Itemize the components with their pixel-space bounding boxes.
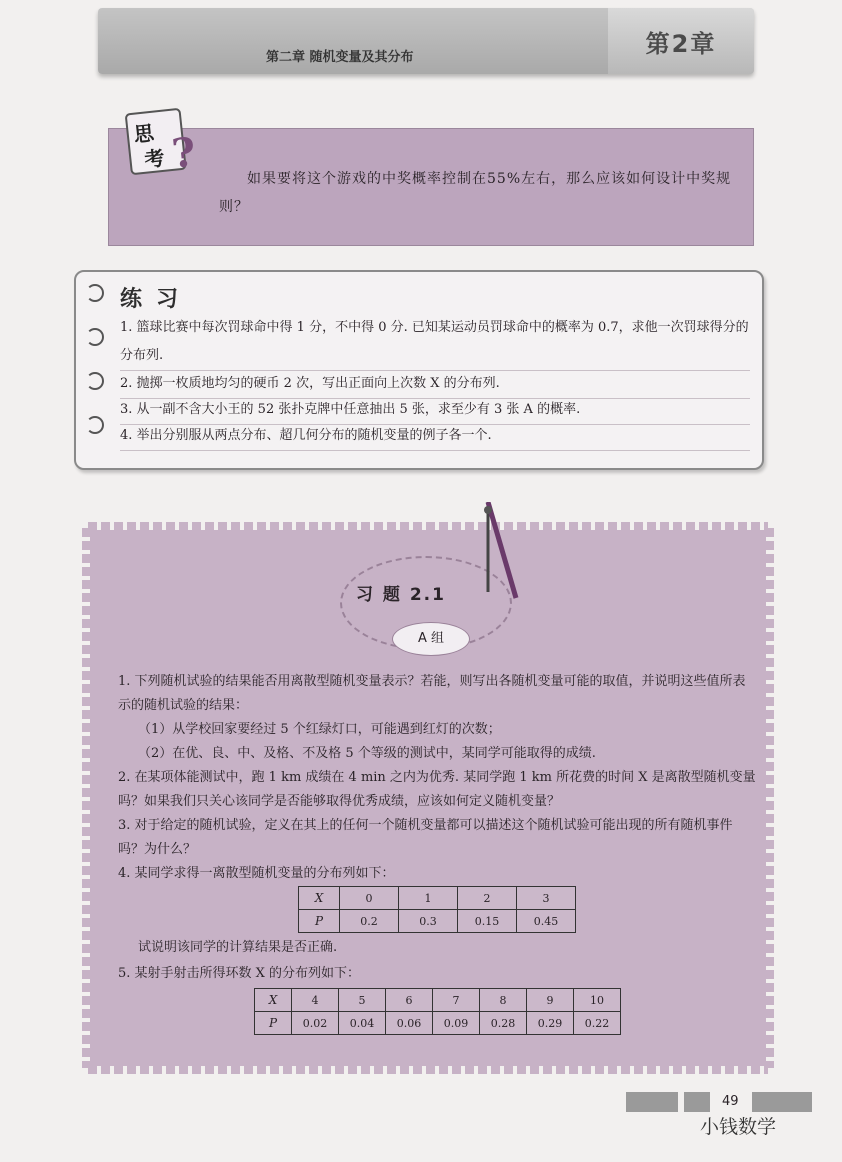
table-cell: 0 (340, 887, 399, 910)
distribution-table-5 (254, 988, 621, 1035)
watermark: 小钱数学 (700, 1116, 777, 1138)
question-2: 2. 在某项体能测试中，跑 1 km 成绩在 4 min 之内为优秀. 某同学跑 1 km 所花费的时间 X 是离散型随机变量吗？如果我们只关心该同学是否能够取得优秀成绩，应该如何定义随机变量？ (118, 770, 756, 809)
table-cell: 0.22 (574, 1012, 621, 1035)
think-question-icon (117, 103, 204, 185)
question-4: 4. 某同学求得一离散型随机变量的分布列如下： (118, 866, 395, 881)
table-cell: 0.06 (386, 1012, 433, 1035)
think-text: 如果要将这个游戏的中奖概率控制在55%左右，那么应该如何设计中奖规则？ (219, 171, 732, 215)
footer-bar (752, 1092, 812, 1112)
table-header-x: X (255, 989, 292, 1012)
practice-item: 4. 举出分别服从两点分布、超几何分布的随机变量的例子各一个. (120, 422, 750, 451)
table-cell: 2 (458, 887, 517, 910)
table-cell: 0.09 (433, 1012, 480, 1035)
footer-bar (626, 1092, 678, 1112)
binder-ring-icon (86, 416, 104, 434)
binder-ring-icon (86, 284, 104, 302)
binder-ring-icon (86, 328, 104, 346)
question-1-sub-1: （1）从学校回家要经过 5 个红绿灯口，可能遇到红灯的次数； (138, 722, 501, 737)
table-header-x: X (299, 887, 340, 910)
practice-item: 3. 从一副不含大小王的 52 张扑克牌中任意抽出 5 张，求至少有 3 张 A 的概率. (120, 396, 750, 425)
think-box (108, 120, 754, 246)
table-cell: 1 (399, 887, 458, 910)
practice-item: 2. 抛掷一枚质地均匀的硬币 2 次，写出正面向上次数 X 的分布列. (120, 370, 750, 399)
table-cell: 3 (517, 887, 576, 910)
table-cell: 0.29 (527, 1012, 574, 1035)
exercise-section (88, 528, 768, 1068)
question-1-sub-2: （2）在优、良、中、及格、不及格 5 个等级的测试中，某同学可能取得的成绩. (138, 746, 596, 761)
table-header-p: P (255, 1012, 292, 1035)
table-cell: 0.45 (517, 910, 576, 933)
question-4-followup: 试说明该同学的计算结果是否正确. (138, 940, 338, 955)
chapter-header (98, 8, 754, 74)
distribution-table-4 (298, 886, 576, 933)
binder-ring-icon (86, 372, 104, 390)
table-cell: 7 (433, 989, 480, 1012)
table-cell: 0.2 (340, 910, 399, 933)
table-cell: 6 (386, 989, 433, 1012)
practice-item: 1. 篮球比赛中每次罚球命中得 1 分，不中得 0 分. 已知某运动员罚球命中的概率为 0.7，求他一次罚球得分的分布列. (120, 314, 750, 371)
perforated-edge (766, 528, 774, 1068)
question-5: 5. 某射手射击所得环数 X 的分布列如下： (118, 966, 361, 981)
question-3: 3. 对于给定的随机试验，定义在其上的任何一个随机变量都可以描述这个随机试验可能出现的所有随机事件吗？为什么？ (118, 818, 733, 857)
chapter-badge: 第2章 (608, 8, 754, 74)
table-header-p: P (299, 910, 340, 933)
svg-text:考: 考 (143, 145, 166, 172)
table-cell: 9 (527, 989, 574, 1012)
table-cell: 0.28 (480, 1012, 527, 1035)
practice-box (74, 270, 764, 470)
perforated-edge (82, 528, 90, 1068)
question-1: 1. 下列随机试验的结果能否用离散型随机变量表示？若能，则写出各随机变量可能的取值，并说明这些值所表示的随机试验的结果： (118, 674, 746, 713)
svg-text:?: ? (169, 128, 198, 178)
footer-bar (684, 1092, 710, 1112)
table-cell: 10 (574, 989, 621, 1012)
table-cell: 0.04 (339, 1012, 386, 1035)
table-cell: 0.3 (399, 910, 458, 933)
page-number: 49 (722, 1094, 739, 1109)
table-cell: 8 (480, 989, 527, 1012)
table-cell: 5 (339, 989, 386, 1012)
table-cell: 0.02 (292, 1012, 339, 1035)
svg-text:思: 思 (132, 120, 156, 147)
table-cell: 4 (292, 989, 339, 1012)
exercise-title: 习 题 2.1 (356, 585, 446, 605)
table-cell: 0.15 (458, 910, 517, 933)
group-badge: A 组 (392, 622, 470, 656)
practice-title: 练习 (120, 287, 193, 312)
chapter-section-title: 第二章 随机变量及其分布 (266, 50, 414, 65)
compass-icon (480, 502, 530, 612)
